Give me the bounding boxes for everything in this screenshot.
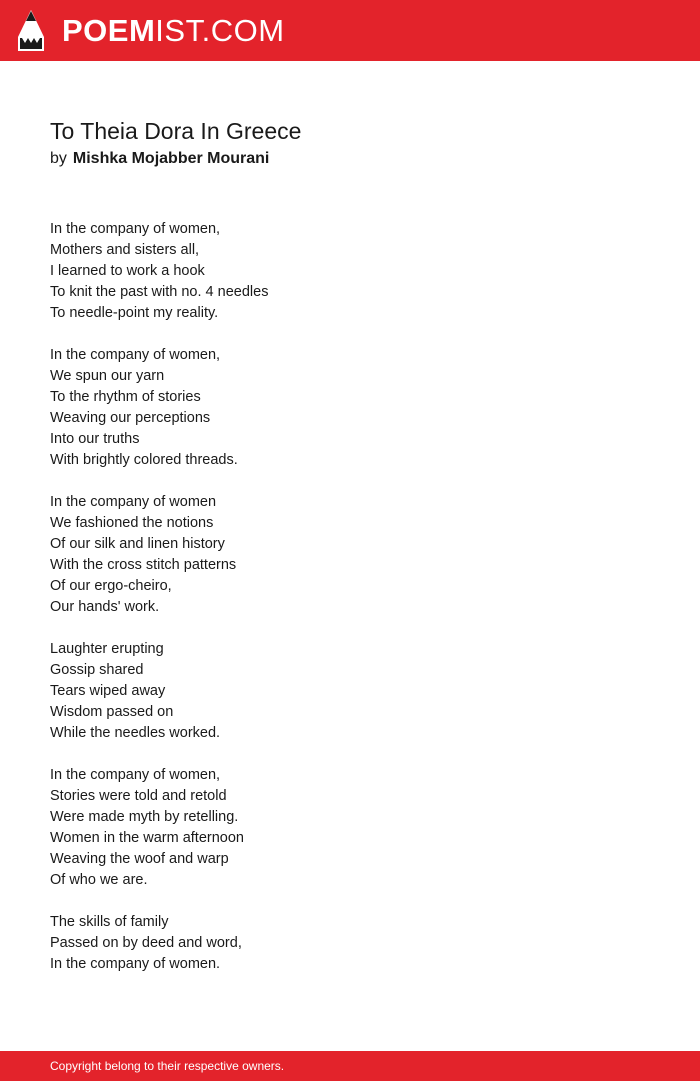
poem-line: In the company of women, bbox=[50, 347, 221, 363]
poem-line: Of our silk and linen history bbox=[50, 536, 225, 552]
poem-stanza bbox=[50, 765, 650, 891]
poem-line: While the needles worked. bbox=[50, 725, 221, 741]
poem-line: In the company of women, bbox=[50, 767, 221, 783]
site-header bbox=[0, 0, 700, 61]
pencil-tip-icon[interactable] bbox=[18, 10, 44, 51]
logo-bold-text: POEM bbox=[62, 13, 156, 48]
poem-line: To needle-point my reality. bbox=[50, 305, 219, 321]
poem-line: Laughter erupting bbox=[50, 641, 164, 657]
poem-stanza bbox=[50, 345, 650, 471]
poem-line: Our hands' work. bbox=[50, 599, 160, 615]
poem-stanza bbox=[50, 639, 650, 744]
poem-line: In the company of women, bbox=[50, 221, 221, 237]
site-logo[interactable] bbox=[62, 13, 285, 49]
poem-stanza bbox=[50, 912, 650, 975]
poem-line: Into our truths bbox=[50, 431, 140, 447]
poem-line: With the cross stitch patterns bbox=[50, 557, 237, 573]
poem-line: Weaving our perceptions bbox=[50, 410, 211, 426]
poem-line: To knit the past with no. 4 needles bbox=[50, 284, 269, 300]
poem-line: Of who we are. bbox=[50, 872, 148, 888]
poem-line: We spun our yarn bbox=[50, 368, 165, 384]
copyright-text: Copyright belong to their respective owners. bbox=[50, 1059, 285, 1073]
poem-line: To the rhythm of stories bbox=[50, 389, 201, 405]
poem-line: Were made myth by retelling. bbox=[50, 809, 239, 825]
poem-line: In the company of women bbox=[50, 494, 217, 510]
poem-body bbox=[50, 219, 650, 996]
poem-stanza bbox=[50, 492, 650, 618]
site-footer bbox=[0, 1051, 700, 1081]
poem-stanza bbox=[50, 219, 650, 324]
poem-line: We fashioned the notions bbox=[50, 515, 214, 531]
poem-line: The skills of family bbox=[50, 914, 169, 930]
author-name: Mishka Mojabber Mourani bbox=[72, 150, 270, 167]
poem-line: Of our ergo-cheiro, bbox=[50, 578, 172, 594]
poem-title: To Theia Dora In Greece bbox=[50, 118, 302, 144]
poem-line: Wisdom passed on bbox=[50, 704, 174, 720]
poem-line: Women in the warm afternoon bbox=[50, 830, 244, 846]
logo-light-text: IST.COM bbox=[155, 13, 285, 48]
byline bbox=[50, 149, 269, 169]
poem-line: Tears wiped away bbox=[50, 683, 166, 699]
poem-line: Mothers and sisters all, bbox=[50, 242, 200, 258]
poem-line: Gossip shared bbox=[50, 662, 144, 678]
poem-line: I learned to work a hook bbox=[50, 263, 205, 279]
by-label: by bbox=[50, 150, 67, 167]
poem-line: In the company of women. bbox=[50, 956, 221, 972]
poem-line: Stories were told and retold bbox=[50, 788, 227, 804]
poem-line: Passed on by deed and word, bbox=[50, 935, 242, 951]
poem-line: Weaving the woof and warp bbox=[50, 851, 229, 867]
poem-line: With brightly colored threads. bbox=[50, 452, 238, 468]
